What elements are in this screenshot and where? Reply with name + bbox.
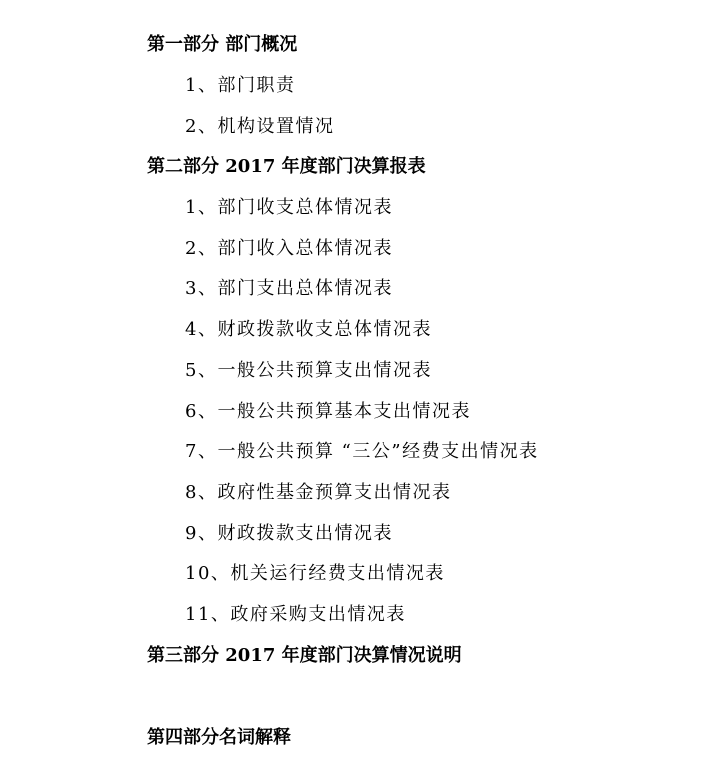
toc-item: 5、一般公共预算支出情况表 (185, 360, 432, 381)
toc-item: 1、部门职责 (185, 75, 296, 96)
toc-item: 11、政府采购支出情况表 (185, 604, 406, 625)
toc-item: 8、政府性基金预算支出情况表 (185, 482, 452, 503)
section-title-part-2: 第二部分 2017 年度部门决算报表 (147, 156, 426, 177)
toc-item: 10、机关运行经费支出情况表 (185, 563, 445, 584)
toc-item: 1、部门收支总体情况表 (185, 197, 393, 218)
section-title-part-3: 第三部分 2017 年度部门决算情况说明 (147, 645, 462, 666)
toc-item: 9、财政拨款支出情况表 (185, 523, 393, 544)
section-title-part-1: 第一部分 部门概况 (147, 34, 298, 55)
toc-item: 2、机构设置情况 (185, 116, 335, 137)
toc-item: 6、一般公共预算基本支出情况表 (185, 401, 471, 422)
toc-item: 3、部门支出总体情况表 (185, 278, 393, 299)
toc-item: 2、部门收入总体情况表 (185, 238, 393, 259)
toc-item: 7、一般公共预算 “三公”经费支出情况表 (185, 441, 539, 462)
toc-item: 4、财政拨款收支总体情况表 (185, 319, 432, 340)
section-title-part-4: 第四部分名词解释 (147, 727, 291, 748)
